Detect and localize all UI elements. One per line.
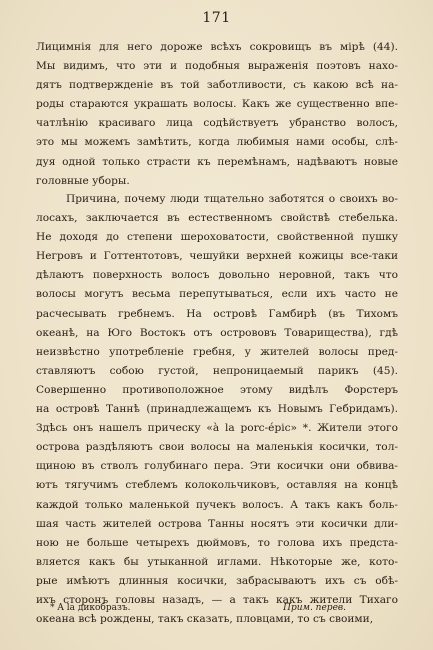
text-line: расчесывать гребнемъ. На островѣ Гамбирѣ (въ Тихомъ [36, 307, 398, 320]
text-line: Причина, почему люди тщательно заботятся о своихъ во- [66, 193, 398, 205]
text-line: океана всѣ рождены, такъ сказать, пловцами, то съ своими, [36, 613, 374, 626]
text-line: Негровъ и Готтентотовъ, чешуйки верхней кожицы все-таки [36, 250, 398, 263]
text-line: дуя одной только страсти къ перемѣнамъ, надѣваютъ новые [36, 155, 398, 168]
text-line: лосахъ, заключается въ естественномъ свойствѣ стебелька. [36, 212, 398, 225]
text-line: каждой только маленькой пучекъ волосъ. А такъ какъ боль- [36, 498, 398, 511]
paragraph-2 [36, 190, 398, 629]
text-line: роды стараются украшать волосы. Какъ же существенно впе- [36, 98, 398, 111]
text-line: вляется какъ бы утыканной иглами. Нѣкоторые же, кото- [36, 555, 398, 568]
page-number: 171 [202, 10, 231, 26]
text-line: Не доходя до степени шероховатости, свойственной пушку [36, 231, 398, 244]
text-line: Лицимнія для него дороже всѣхъ сокровищъ въ мірѣ (44). [36, 41, 398, 53]
footnote-text: * A la дикобразъ. [50, 603, 131, 613]
text-line: ихъ сторонъ головы назадъ, — а такъ какъ жители Тихаго [36, 593, 398, 606]
text-line: щиною въ стволъ голубинаго пера. Эти косички они обвива- [36, 460, 398, 473]
text-line: Здѣсь онъ нашелъ прическу «à la porc-épic» *. Жители этого [36, 422, 398, 435]
text-line: океанѣ, на Юго Востокъ отъ острововъ Товарищества), гдѣ [36, 326, 398, 339]
text-line: дятъ подтвержденіе въ той заботливости, съ какою всѣ на- [36, 79, 398, 92]
text-line: неизвѣстно употребленіе гребня, у жителей волосы пред- [36, 345, 398, 358]
text-line: головные уборы. [36, 174, 130, 187]
text-line: чатлѣнію красиваго лица содѣйствуетъ убранство волосъ, [36, 117, 398, 130]
paragraph-1 [36, 38, 398, 191]
text-line: Мы видимъ, что эти и подобныя выраженія поэтовъ нахо- [36, 60, 398, 73]
footnote-attribution: Прим. перев. [283, 603, 346, 613]
text-line: острова раздѣляютъ свои волосы на маленькія косички, тол- [36, 441, 398, 454]
text-line: рые имѣютъ длинныя косички, забрасываютъ ихъ съ обѣ- [36, 574, 398, 587]
text-line: ною не больше четырехъ дюймовъ, то голова ихъ предста- [36, 536, 398, 549]
text-line: дѣлаютъ поверхность волосъ довольно неровной, такъ что [36, 269, 398, 282]
text-line: шая часть жителей острова Танны носятъ эти косички дли- [36, 517, 398, 530]
text-line: на островѣ Таннѣ (принадлежащемъ къ Новымъ Гебридамъ). [36, 403, 398, 416]
text-line: волосы могутъ весьма перепутываться, если ихъ часто не [36, 288, 398, 301]
text-line: ставляютъ собою густой, непроницаемый парикъ (45). [36, 364, 398, 377]
text-line: ютъ тягучимъ стеблемъ колокольчиковъ, оставляя на концѣ [36, 479, 398, 492]
text-line: Совершенно противоположное этому видѣлъ Форстеръ [36, 383, 398, 396]
text-line: это мы можемъ замѣтить, когда любимыя нами особы, слѣ- [36, 136, 398, 149]
